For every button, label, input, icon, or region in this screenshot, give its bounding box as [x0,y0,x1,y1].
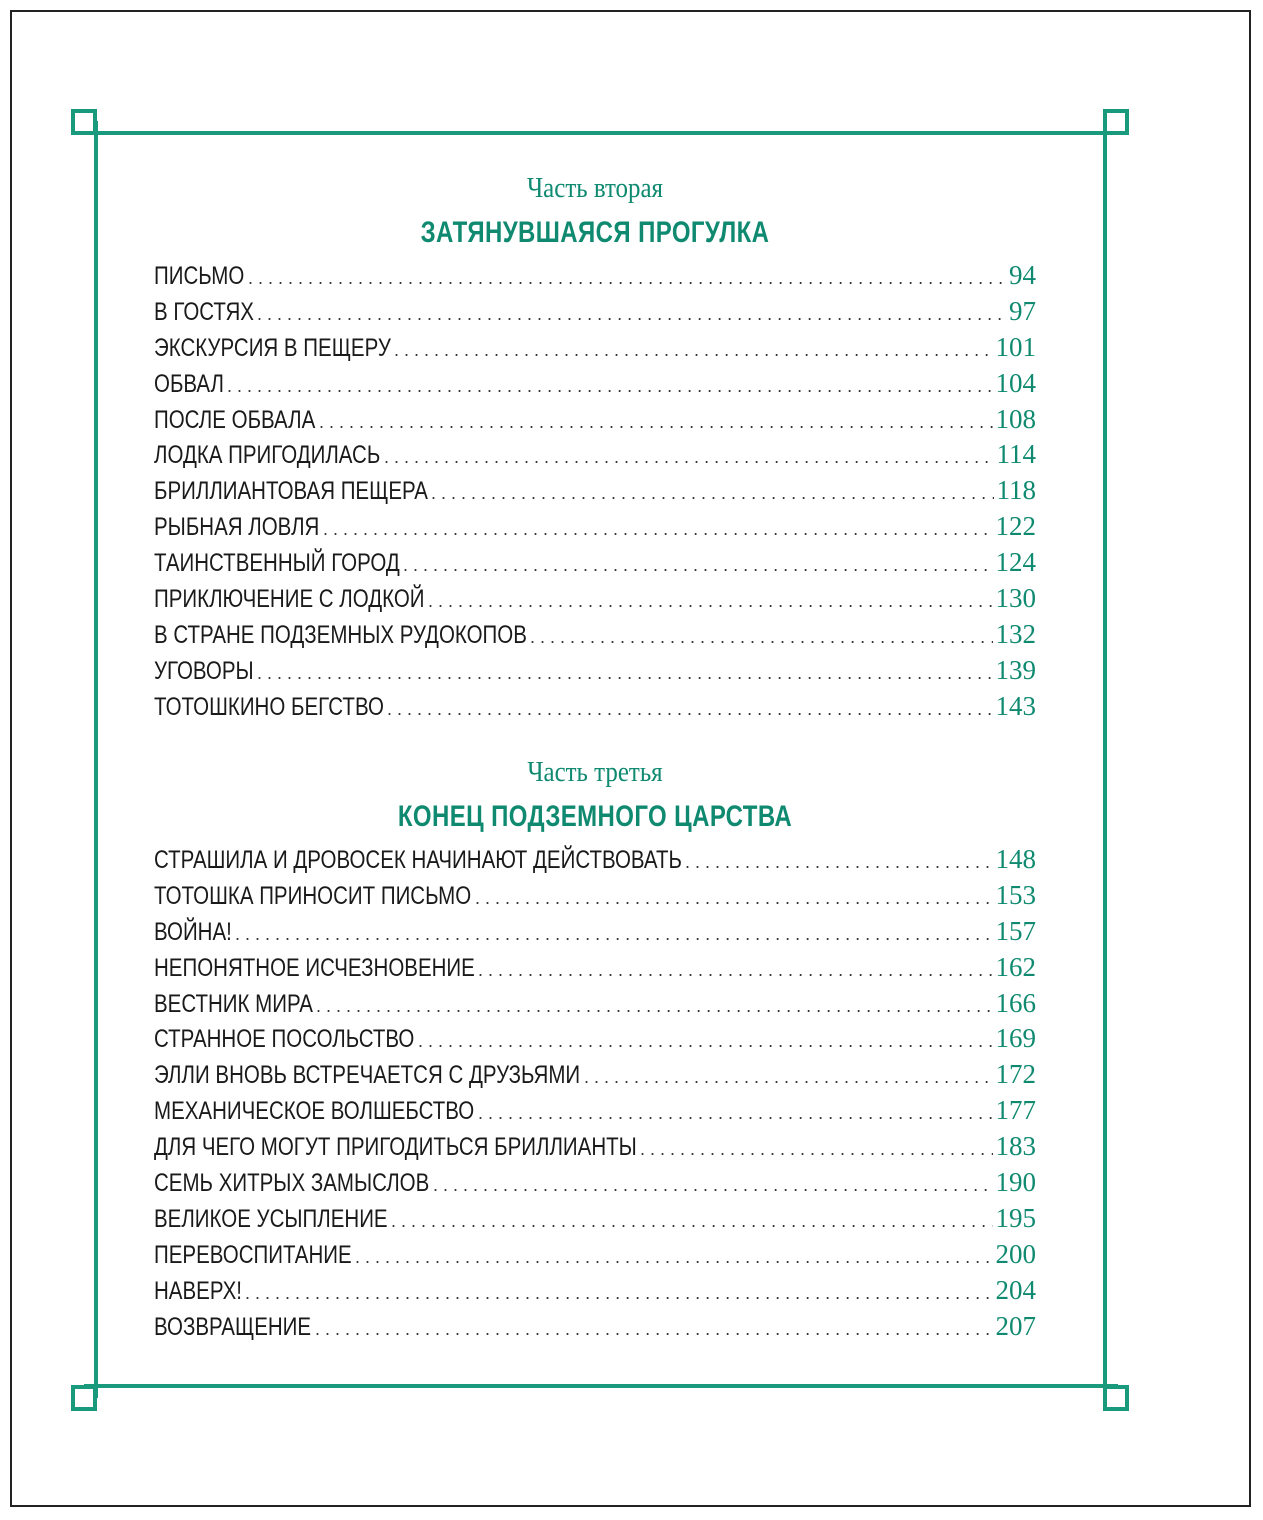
toc-entry-page: 190 [995,1167,1036,1198]
toc-entry-title [154,331,391,367]
toc-entry-title [154,987,313,1023]
toc-entry[interactable] [154,330,1036,366]
toc-entry[interactable] [154,402,1036,438]
toc-entry-title-text: ВЕЛИКОЕ УСЫПЛЕНИЕ [154,1204,388,1233]
toc-entry-page: 122 [995,511,1036,542]
toc-entry-title-text: ВОЙНА! [154,917,232,946]
toc-dot-leader [384,440,994,476]
toc-entry-title [154,510,320,546]
toc-dot-leader [257,297,1006,333]
toc-entry-page: 157 [995,915,1036,946]
toc-entry-page: 153 [995,879,1036,910]
toc-dot-leader [640,1132,993,1168]
toc-entry-title-text: В СТРАНЕ ПОДЗЕМНЫХ РУДОКОПОВ [154,620,527,649]
toc-entry-title-text: ПИСЬМО [154,262,245,290]
toc-dot-leader [475,881,993,917]
toc-dot-leader [227,369,993,405]
frame-corner-top-left [71,109,97,135]
toc-entry[interactable] [154,653,1036,689]
toc-entry[interactable] [154,473,1036,509]
toc-entry-title-text: РЫБНАЯ ЛОВЛЯ [154,513,320,542]
toc-entry-title-text: ВОЗВРАЩЕНИЕ [154,1312,312,1341]
part-two-title: ЗАТЯНУВШАЯСЯ ПРОГУЛКА [420,216,770,249]
toc-entry[interactable] [154,914,1036,950]
frame-right-line [1103,121,1107,1398]
toc-entry[interactable] [154,294,1036,330]
toc-entry-title [154,295,254,331]
toc-entry-title [154,618,527,654]
toc-entry-title [154,951,475,987]
toc-entry[interactable] [154,1093,1036,1129]
toc-entry-title [154,1202,388,1238]
toc-dot-leader [394,333,993,369]
frame-corner-bottom-right [1103,1385,1129,1411]
toc-entry-title [154,654,254,690]
toc-entry-title [154,367,224,403]
toc-entry-title-text: ЭКСКУРСИЯ В ПЕЩЕРУ [154,333,391,362]
toc-entry-page: 207 [995,1310,1036,1341]
toc-entry-title [154,474,428,510]
toc-entry-page: 104 [995,367,1036,398]
toc-entry-title-text: ТОТОШКА ПРИНОСИТ ПИСЬМО [154,881,472,910]
part-two-toc [154,258,1036,725]
toc-entry[interactable] [154,1237,1036,1273]
toc-entry-title-text: НЕПОНЯТНОЕ ИСЧЕЗНОВЕНИЕ [154,953,475,982]
part-three-section [154,752,1036,1344]
toc-entry-title [154,690,384,726]
frame-left-line [94,121,98,1398]
toc-entry-page: 204 [995,1274,1036,1305]
toc-entry-title [154,582,425,618]
toc-entry-title-text: ОБВАЛ [154,369,224,398]
toc-entry-title [154,1310,312,1346]
toc-entry-title-text: В ГОСТЯХ [154,297,254,326]
toc-entry-title-text: ПРИКЛЮЧЕНИЕ С ЛОДКОЙ [154,585,425,614]
toc-dot-leader [323,512,993,548]
toc-entry-title-text: БРИЛЛИАНТОВАЯ ПЕЩЕРА [154,477,428,506]
toc-dot-leader [403,548,993,584]
part-two-label: Часть вторая [526,172,664,204]
toc-entry-page: 200 [995,1238,1036,1269]
toc-entry-title-text: МЕХАНИЧЕСКОЕ ВОЛШЕБСТВО [154,1097,475,1126]
toc-entry-title-text: ТАИНСТВЕННЫЙ ГОРОД [154,549,400,578]
toc-entry-page: 139 [995,654,1036,685]
toc-dot-leader [530,620,993,656]
toc-entry[interactable] [154,842,1036,878]
toc-entry[interactable] [154,1021,1036,1057]
toc-entry-page: 183 [995,1131,1036,1162]
toc-entry[interactable] [154,1309,1036,1345]
toc-entry[interactable] [154,1273,1036,1309]
toc-dot-leader [319,405,993,441]
toc-entry-title-text: ТОТОШКИНО БЕГСТВО [154,692,384,721]
toc-entry-title [154,879,472,915]
toc-dot-leader [428,584,993,620]
toc-entry-title-text: ЭЛЛИ ВНОВЬ ВСТРЕЧАЕТСЯ С ДРУЗЬЯМИ [154,1061,581,1090]
toc-entry-page: 169 [995,1023,1036,1054]
toc-entry-title-text: СТРАННОЕ ПОСОЛЬСТВО [154,1025,415,1054]
toc-dot-leader [248,261,1006,297]
toc-entry-page: 130 [995,583,1036,614]
toc-entry-title [154,546,400,582]
toc-entry-title-text: УГОВОРЫ [154,656,254,685]
toc-entry-title [154,403,316,439]
toc-entry-page: 162 [995,951,1036,982]
toc-dot-leader [431,476,994,512]
toc-dot-leader [433,1168,993,1204]
toc-entry-page: 172 [995,1059,1036,1090]
toc-entry[interactable] [154,1201,1036,1237]
toc-entry[interactable] [154,437,1036,473]
toc-dot-leader [235,917,993,953]
toc-entry-page: 177 [995,1095,1036,1126]
toc-entry-page: 114 [996,439,1036,470]
toc-entry-title-text: НАВЕРХ! [154,1276,242,1305]
toc-entry-title-text: ПОСЛЕ ОБВАЛА [154,405,316,434]
toc-entry[interactable] [154,1129,1036,1165]
toc-dot-leader [245,1276,993,1312]
toc-entry[interactable] [154,950,1036,986]
toc-entry-title [154,1238,352,1274]
toc-entry-page: 118 [996,475,1036,506]
toc-entry-page: 124 [995,547,1036,578]
frame-bottom-line [84,1384,1118,1388]
toc-entry-title [154,259,245,295]
toc-entry-title [154,1094,475,1130]
toc-dot-leader [315,1312,993,1348]
toc-entry[interactable] [154,1057,1036,1093]
toc-entry-page: 97 [1009,295,1036,326]
toc-entry[interactable] [154,581,1036,617]
toc-entry[interactable] [154,617,1036,653]
toc-dot-leader [685,845,993,881]
toc-entry-title [154,915,232,951]
part-three-label: Часть третья [527,756,663,788]
toc-entry[interactable] [154,878,1036,914]
toc-dot-leader [391,1204,993,1240]
toc-entry-title [154,843,682,879]
part-three-toc [154,842,1036,1344]
toc-entry-title-text: ЛОДКА ПРИГОДИЛАСЬ [154,441,381,470]
frame-corner-top-right [1103,109,1129,135]
toc-entry-page: 108 [995,403,1036,434]
toc-entry[interactable] [154,689,1036,725]
part-three-title: КОНЕЦ ПОДЗЕМНОГО ЦАРСТВА [397,800,793,833]
toc-entry[interactable] [154,1165,1036,1201]
toc-entry-page: 101 [995,331,1036,362]
toc-dot-leader [418,1024,993,1060]
toc-entry[interactable] [154,545,1036,581]
frame-corner-bottom-left [71,1385,97,1411]
toc-entry[interactable] [154,258,1036,294]
toc-entry-page: 143 [995,690,1036,721]
toc-dot-leader [316,989,993,1025]
toc-entry-title [154,1166,430,1202]
frame-top-line [84,131,1118,135]
toc-entry-title-text: ВЕСТНИК МИРА [154,989,313,1018]
toc-entry-title [154,1274,242,1310]
toc-entry-title-text: СЕМЬ ХИТРЫХ ЗАМЫСЛОВ [154,1169,430,1198]
toc-entry-title-text: СТРАШИЛА И ДРОВОСЕК НАЧИНАЮТ ДЕЙСТВОВАТЬ [154,846,682,874]
toc-entry-title [154,438,381,474]
toc-entry-title [154,1022,415,1058]
toc-entry-page: 148 [995,844,1036,874]
toc-entry-title-text: ДЛЯ ЧЕГО МОГУТ ПРИГОДИТЬСЯ БРИЛЛИАНТЫ [154,1133,637,1162]
toc-dot-leader [387,692,993,728]
toc-entry-page: 132 [995,618,1036,649]
toc-entry-page: 195 [995,1202,1036,1233]
toc-dot-leader [478,1096,993,1132]
toc-entry[interactable] [154,366,1036,402]
toc-entry-title [154,1130,637,1166]
toc-entry-title-text: ПЕРЕВОСПИТАНИЕ [154,1240,352,1269]
toc-entry-title [154,1058,581,1094]
part-two-section [154,168,1036,725]
toc-dot-leader [355,1240,993,1276]
toc-entry[interactable] [154,986,1036,1022]
toc-entry-page: 94 [1009,260,1036,290]
toc-dot-leader [584,1060,993,1096]
toc-entry[interactable] [154,509,1036,545]
toc-entry-page: 166 [995,987,1036,1018]
toc-dot-leader [257,656,993,692]
toc-dot-leader [478,953,993,989]
